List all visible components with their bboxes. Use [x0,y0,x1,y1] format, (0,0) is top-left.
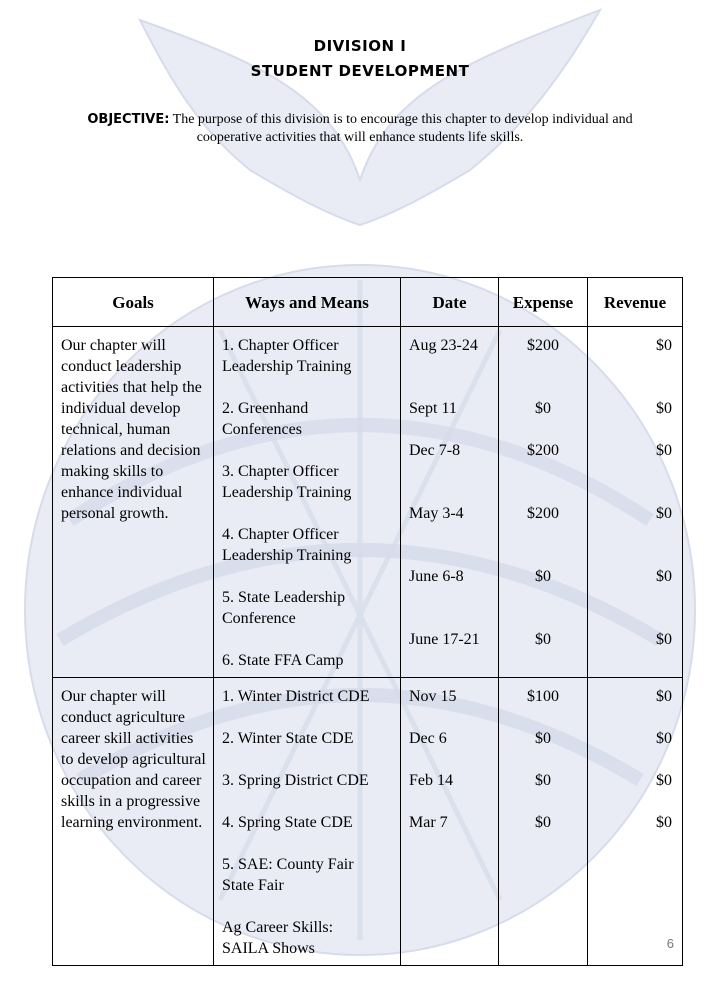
ways-line [222,440,394,461]
date-line [409,545,492,566]
expense-line: $0 [535,400,551,417]
ways-line: SAILA Shows [222,940,315,957]
expense-line [501,587,585,608]
date-line [409,524,492,545]
expense-line: $200 [527,337,559,354]
table-row [53,678,683,966]
date-line: Nov 15 [409,688,457,705]
revenue-line: $0 [656,814,672,831]
table-header-row [53,278,683,327]
date-line: Feb 14 [409,772,453,789]
division-subtitle: STUDENT DEVELOPMENT [250,62,470,80]
column-header-date: Date [401,278,499,327]
ways-line: State Fair [222,877,284,894]
date-line: Mar 7 [409,814,448,831]
expense-line [501,707,585,728]
division-title: DIVISION I [313,37,407,55]
ways-line: Leadership Training [222,358,352,375]
ways-line: 2. Greenhand [222,400,309,417]
goal-cell [53,327,214,678]
revenue-line: $0 [656,631,672,648]
ways-line: 5. SAE: County Fair [222,856,354,873]
ways-line [222,503,394,524]
revenue-cell [588,678,683,966]
date-line [409,461,492,482]
revenue-line: $0 [656,337,672,354]
expense-line [501,791,585,812]
revenue-line [596,482,672,503]
ways-line [222,707,394,728]
revenue-line [596,791,672,812]
expense-line [501,524,585,545]
date-line [409,356,492,377]
goal-cell [53,678,214,966]
expense-line [501,356,585,377]
expense-cell [499,678,588,966]
ways-line [222,629,394,650]
date-line: June 17-21 [409,631,480,648]
program-of-activities-table [52,277,683,966]
expense-line [501,461,585,482]
expense-line: $200 [527,442,559,459]
revenue-line [596,707,672,728]
revenue-line [596,377,672,398]
date-line [409,791,492,812]
ways-and-means-cell [214,678,401,966]
ways-line: 4. Spring State CDE [222,814,353,831]
date-line [409,377,492,398]
revenue-line [596,356,672,377]
ways-line: 6. State FFA Camp [222,652,344,669]
expense-line [501,377,585,398]
table-row [53,327,683,678]
revenue-line [596,419,672,440]
date-line: May 3-4 [409,505,464,522]
revenue-cell [588,327,683,678]
objective-text: The purpose of this division is to encourage this chapter to develop individual and cooperative activities that will enhance students life skills. [169,112,633,145]
date-cell [401,678,499,966]
expense-line: $200 [527,505,559,522]
revenue-line: $0 [656,730,672,747]
date-line [409,482,492,503]
date-line [409,707,492,728]
ways-line: 3. Chapter Officer [222,463,339,480]
date-line [409,749,492,770]
column-header-goals: Goals [53,278,214,327]
ways-line [222,896,394,917]
ways-line: 2. Winter State CDE [222,730,354,747]
ways-line: Conferences [222,421,302,438]
objective-paragraph [70,111,650,147]
column-header-revenue: Revenue [588,278,683,327]
revenue-line [596,461,672,482]
ways-line: 1. Chapter Officer [222,337,339,354]
revenue-line: $0 [656,505,672,522]
expense-line: $0 [535,631,551,648]
ways-line [222,791,394,812]
page-number: 6 [666,936,674,951]
revenue-line: $0 [656,442,672,459]
ways-line: Conference [222,610,296,627]
ways-line: 5. State Leadership [222,589,346,606]
date-line [409,587,492,608]
revenue-line [596,524,672,545]
expense-line [501,749,585,770]
revenue-line: $0 [656,568,672,585]
ways-line: Leadership Training [222,484,352,501]
ways-line: 4. Chapter Officer [222,526,339,543]
expense-line [501,608,585,629]
ways-and-means-cell [214,327,401,678]
expense-line [501,419,585,440]
expense-line [501,545,585,566]
revenue-line [596,587,672,608]
ways-line [222,566,394,587]
expense-line: $0 [535,772,551,789]
revenue-line: $0 [656,772,672,789]
ways-line [222,833,394,854]
ways-line: Ag Career Skills: [222,919,334,936]
revenue-line: $0 [656,688,672,705]
date-cell [401,327,499,678]
expense-line: $0 [535,730,551,747]
expense-line: $0 [535,568,551,585]
column-header-expense: Expense [499,278,588,327]
goal-text: Our chapter will conduct leadership activities that help the individual develop technical, human relations and decision making skills to enhance individual personal growth. [61,337,202,522]
revenue-line [596,608,672,629]
column-header-ways-and-means: Ways and Means [214,278,401,327]
expense-cell [499,327,588,678]
date-line [409,419,492,440]
objective-label: OBJECTIVE: [87,112,170,127]
ways-line [222,377,394,398]
expense-line: $100 [527,688,559,705]
date-line: Aug 23-24 [409,337,478,354]
ways-line [222,749,394,770]
revenue-line [596,749,672,770]
date-line [409,608,492,629]
goal-text: Our chapter will conduct agriculture career skill activities to develop agricultural occupation and career skills in a progressive learning environment. [61,688,206,831]
ways-line: Leadership Training [222,547,352,564]
revenue-line: $0 [656,400,672,417]
date-line: Dec 7-8 [409,442,461,459]
expense-line: $0 [535,814,551,831]
expense-line [501,482,585,503]
ways-line: 3. Spring District CDE [222,772,369,789]
ways-line: 1. Winter District CDE [222,688,370,705]
date-line: Dec 6 [409,730,447,747]
date-line: Sept 11 [409,400,457,417]
revenue-line [596,545,672,566]
date-line: June 6-8 [409,568,464,585]
